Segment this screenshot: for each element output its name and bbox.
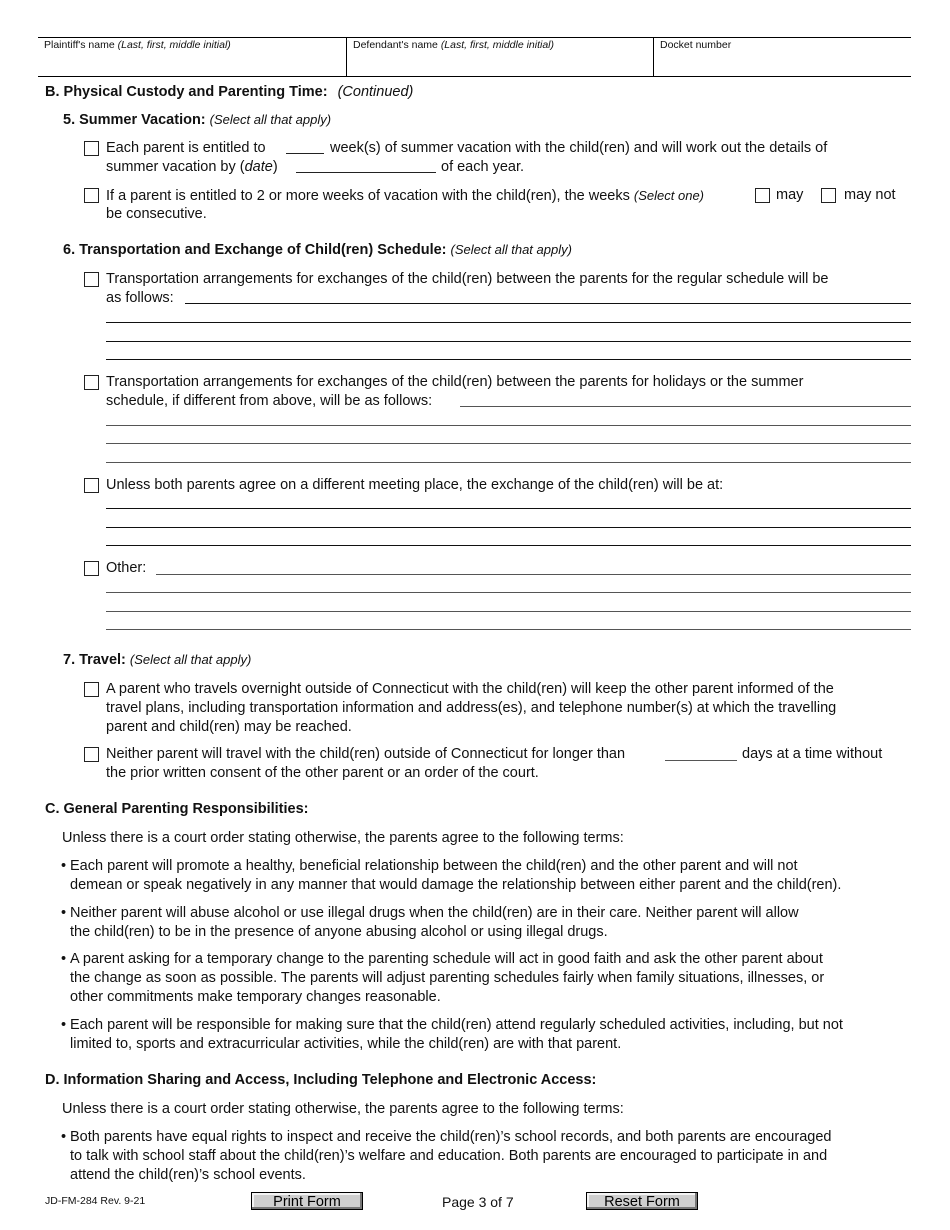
consecutive-text-a: If a parent is entitled to 2 or more weeks of vacation with the child(ren), the weeks: [106, 188, 630, 204]
defendant-name-input[interactable]: [353, 58, 647, 74]
other-transport-blank-3[interactable]: [106, 611, 911, 612]
item-7-title: [63, 652, 251, 668]
section-c-bullet-4: [61, 1016, 911, 1054]
travel-inform-line1: A parent who travels overnight outside of Connecticut with the child(ren) will keep the other parent informed of the: [106, 681, 834, 697]
bullet-line: Both parents have equal rights to inspect and receive the child(ren)’s school records, and both parents are encouraged: [70, 1129, 832, 1145]
bullet-line: demean or speak negatively in any manner that would damage the relationship between either parent and the child(ren).: [70, 877, 842, 893]
travel-limit-line1b: days at a time without: [742, 746, 883, 762]
summer-weeks-line1: [106, 139, 266, 158]
other-transport-blank-4[interactable]: [106, 629, 911, 630]
bullet-dot: •: [61, 1017, 67, 1033]
plaintiff-name-cell: [38, 38, 346, 76]
summer-weeks-text-c: summer vacation by (: [106, 159, 245, 175]
holiday-transport-line2: schedule, if different from above, will be as follows:: [106, 393, 433, 409]
defendant-name-cell: [346, 38, 653, 76]
meeting-place-checkbox[interactable]: [84, 478, 99, 493]
meeting-place-blank-1[interactable]: [106, 508, 911, 509]
section-d-bullet-1: [61, 1128, 911, 1185]
bullet-dot: •: [61, 905, 67, 921]
summer-weeks-line1b: [330, 139, 827, 158]
bullet-line: other commitments make temporary changes reasonable.: [70, 989, 441, 1005]
summer-weeks-text-d: ): [272, 159, 278, 175]
defendant-label: Defendant's name: [353, 39, 441, 51]
consecutive-line2: be consecutive.: [106, 206, 207, 222]
summer-weeks-text-b: week(s) of summer vacation with the child(ren) and will work out the details of: [330, 140, 828, 156]
section-d-title: D. Information Sharing and Access, Including Telephone and Electronic Access:: [45, 1072, 597, 1088]
section-b-title: [45, 84, 413, 100]
bullet-line: the change as soon as possible. The parents will adjust parenting schedules fairly when family situations, illnesses, or: [70, 970, 825, 986]
section-b-heading: B. Physical Custody and Parenting Time:: [45, 84, 328, 100]
other-transport-label: Other:: [106, 560, 147, 576]
date-blank[interactable]: [296, 172, 436, 173]
travel-limit-line1: Neither parent will travel with the child(ren) outside of Connecticut for longer than: [106, 746, 626, 762]
docket-label: Docket number: [660, 39, 732, 51]
travel-days-blank[interactable]: [665, 760, 737, 761]
bullet-line: A parent asking for a temporary change to the parenting schedule will act in good faith and ask the other parent about: [70, 951, 823, 967]
holiday-transport-blank-1[interactable]: [460, 406, 911, 407]
regular-transport-checkbox[interactable]: [84, 272, 99, 287]
item-7-note: (Select all that apply): [129, 652, 252, 667]
item-6-heading: 6. Transportation and Exchange of Child(ren) Schedule:: [63, 242, 447, 258]
travel-inform-line3: parent and child(ren) may be reached.: [106, 719, 352, 735]
consecutive-checkbox[interactable]: [84, 188, 99, 203]
may-not-label: may not: [844, 187, 896, 203]
consecutive-note: (Select one): [633, 188, 704, 203]
item-6-note: (Select all that apply): [450, 242, 572, 257]
item-5-note: (Select all that apply): [209, 112, 332, 127]
other-transport-blank-1[interactable]: [156, 574, 911, 575]
travel-limit-checkbox[interactable]: [84, 747, 99, 762]
item-7-heading: 7. Travel:: [63, 652, 126, 668]
bullet-line: the child(ren) to be in the presence of anyone abusing alcohol or using illegal drugs.: [70, 924, 608, 940]
plaintiff-note: (Last, first, middle initial): [117, 39, 231, 51]
holiday-transport-checkbox[interactable]: [84, 375, 99, 390]
bullet-line: Each parent will promote a healthy, beneficial relationship between the child(ren) and the other parent and will not: [70, 858, 798, 874]
holiday-transport-line1: Transportation arrangements for exchanges of the child(ren) between the parents for holidays or the summer: [106, 374, 804, 390]
meeting-place-text: Unless both parents agree on a different meeting place, the exchange of the child(ren) will be at:: [106, 477, 724, 493]
regular-transport-blank-1[interactable]: [185, 303, 911, 304]
docket-number-cell: [653, 38, 911, 76]
section-c-bullet-3: [61, 950, 911, 1007]
bullet-dot: •: [61, 858, 67, 874]
regular-transport-line1: Transportation arrangements for exchanges of the child(ren) between the parents for the regular schedule will be: [106, 271, 829, 287]
print-form-button[interactable]: Print Form: [251, 1192, 363, 1210]
bullet-line: to talk with school staff about the child(ren)’s welfare and education. Both parents are encouraged to participate in and: [70, 1148, 828, 1164]
holiday-transport-blank-4[interactable]: [106, 462, 911, 463]
summer-weeks-line2b: [441, 158, 524, 177]
meeting-place-blank-3[interactable]: [106, 545, 911, 546]
section-c-bullet-2: [61, 904, 911, 942]
bullet-line: limited to, sports and extracurricular activities, while the child(ren) are with that parent.: [70, 1036, 622, 1052]
regular-transport-line2: as follows:: [106, 290, 174, 306]
bullet-line: Neither parent will abuse alcohol or use illegal drugs when the child(ren) are in their care. Neither parent will allow: [70, 905, 799, 921]
other-transport-checkbox[interactable]: [84, 561, 99, 576]
regular-transport-blank-3[interactable]: [106, 341, 911, 342]
summer-weeks-text-e: of each year.: [441, 159, 525, 175]
section-c-intro: Unless there is a court order stating otherwise, the parents agree to the following terms:: [62, 830, 624, 846]
caption-header: [38, 37, 911, 77]
bullet-line: Each parent will be responsible for making sure that the child(ren) attend regularly scheduled activities, including, but not: [70, 1017, 843, 1033]
travel-inform-line2: travel plans, including transportation information and address(es), and telephone number(s) at which the travelling: [106, 700, 837, 716]
summer-weeks-date-word: date: [244, 159, 273, 175]
item-6-title: [63, 242, 572, 258]
holiday-transport-blank-3[interactable]: [106, 443, 911, 444]
plaintiff-label: Plaintiff's name: [44, 39, 118, 51]
form-id: JD-FM-284 Rev. 9-21: [45, 1195, 146, 1207]
regular-transport-blank-2[interactable]: [106, 322, 911, 323]
weeks-blank[interactable]: [286, 153, 324, 154]
may-checkbox[interactable]: [755, 188, 770, 203]
section-d-intro: Unless there is a court order stating otherwise, the parents agree to the following terms:: [62, 1101, 624, 1117]
summer-weeks-line2: [106, 158, 278, 177]
summer-weeks-checkbox[interactable]: [84, 141, 99, 156]
defendant-note: (Last, first, middle initial): [440, 39, 555, 51]
plaintiff-name-input[interactable]: [44, 58, 340, 74]
may-label: may: [776, 187, 804, 203]
summer-weeks-text-a: Each parent is entitled to: [106, 140, 266, 156]
item-5-title: [63, 112, 331, 128]
bullet-dot: •: [61, 1129, 67, 1145]
holiday-transport-blank-2[interactable]: [106, 425, 911, 426]
meeting-place-blank-2[interactable]: [106, 527, 911, 528]
section-c-bullet-1: [61, 857, 911, 895]
travel-inform-checkbox[interactable]: [84, 682, 99, 697]
bullet-dot: •: [61, 951, 67, 967]
section-c-title: C. General Parenting Responsibilities:: [45, 801, 309, 817]
page-number: Page 3 of 7: [442, 1194, 514, 1210]
travel-limit-line2: the prior written consent of the other parent or an order of the court.: [106, 765, 539, 781]
bullet-line: attend the child(ren)’s school events.: [70, 1167, 306, 1183]
item-5-heading: 5. Summer Vacation:: [63, 112, 206, 128]
regular-transport-blank-4[interactable]: [106, 359, 911, 360]
section-b-continued: (Continued): [337, 84, 414, 100]
may-not-checkbox[interactable]: [821, 188, 836, 203]
reset-form-button[interactable]: Reset Form: [586, 1192, 698, 1210]
other-transport-blank-2[interactable]: [106, 592, 911, 593]
docket-number-input[interactable]: [660, 58, 905, 74]
